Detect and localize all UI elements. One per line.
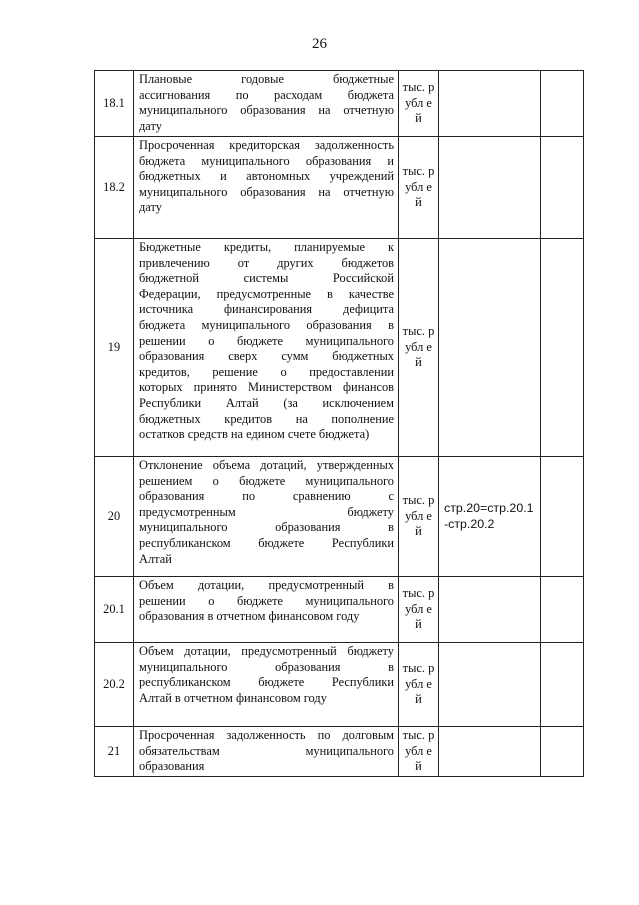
description-line: республиканском бюджете Республики <box>139 675 394 690</box>
row-number: 18.1 <box>95 71 134 137</box>
page-number: 26 <box>312 36 327 52</box>
row-value <box>541 643 584 727</box>
description-line: бюджетных и автономных учреждений <box>139 169 394 184</box>
description-line: муниципального образования в <box>139 520 394 535</box>
table-row <box>95 239 584 457</box>
description-line: бюджета муниципального образования и <box>139 153 394 168</box>
row-unit <box>399 71 439 137</box>
description-line: решении о бюджете муниципального <box>139 593 394 608</box>
row-number: 20.2 <box>95 643 134 727</box>
report-table <box>94 70 584 777</box>
table-row <box>95 577 584 643</box>
row-unit <box>399 727 439 777</box>
description-line: образования в отчетном финансовом году <box>139 609 360 624</box>
row-description <box>134 137 399 239</box>
row-formula <box>439 137 541 239</box>
description-line: образования <box>139 759 205 774</box>
description-line: дату <box>139 200 162 215</box>
unit-text: тыс. рубл ей <box>402 164 435 210</box>
row-value <box>541 577 584 643</box>
row-unit <box>399 577 439 643</box>
description-line: муниципального образования в <box>139 659 394 674</box>
unit-text: тыс. рубл ей <box>402 661 435 707</box>
description-line: Алтай <box>139 551 172 566</box>
row-value <box>541 71 584 137</box>
row-description <box>134 643 399 727</box>
description-line: муниципального образования на отчетную <box>139 103 394 118</box>
description-line: обязательствам муниципального <box>139 743 394 758</box>
unit-text: тыс. рубл ей <box>402 728 435 774</box>
row-formula: стр.20=стр.20.1 -стр.20.2 <box>439 457 541 577</box>
description-line: Бюджетные кредиты, планируемые к <box>139 240 394 254</box>
description-line: образования сверх сумм бюджетных <box>139 349 394 364</box>
row-formula <box>439 577 541 643</box>
description-line: предусмотренным бюджету <box>139 504 394 519</box>
row-description <box>134 727 399 777</box>
row-formula <box>439 643 541 727</box>
table-row <box>95 71 584 137</box>
description-line: Алтай в отчетном финансовом году <box>139 690 327 705</box>
description-line: бюджета муниципального образования в <box>139 317 394 332</box>
table-row <box>95 457 584 577</box>
row-unit <box>399 457 439 577</box>
row-unit <box>399 137 439 239</box>
description-line: остатков средств на едином счете бюджета) <box>139 427 370 442</box>
description-line: источника финансирования дефицита <box>139 302 394 317</box>
description-line: Республики Алтай (за исключением <box>139 395 394 410</box>
description-line: республиканском бюджете Республики <box>139 535 394 550</box>
description-line: бюджетной системы Российской <box>139 271 394 286</box>
description-line: Отклонение объема дотаций, утвержденных <box>139 458 394 472</box>
description-line: ассигнования по расходам бюджета <box>139 87 394 102</box>
row-formula <box>439 71 541 137</box>
row-description <box>134 577 399 643</box>
row-description <box>134 457 399 577</box>
description-line: Объем дотации, предусмотренный бюджету <box>139 644 394 658</box>
description-line: бюджетных кредитов на пополнение <box>139 411 394 426</box>
unit-text: тыс. рубл ей <box>402 324 435 370</box>
row-formula <box>439 727 541 777</box>
description-line: Объем дотации, предусмотренный в <box>139 578 394 592</box>
row-value <box>541 727 584 777</box>
description-line: муниципального образования на отчетную <box>139 184 394 199</box>
row-unit <box>399 643 439 727</box>
description-line: которых принято Министерством финансов <box>139 380 394 395</box>
unit-text: тыс. рубл ей <box>402 493 435 539</box>
description-line: решением о бюджете муниципального <box>139 473 394 488</box>
table-row <box>95 137 584 239</box>
row-unit <box>399 239 439 457</box>
description-line: Федерации, предусмотренные в качестве <box>139 286 394 301</box>
row-number: 20 <box>95 457 134 577</box>
table-row <box>95 727 584 777</box>
row-value <box>541 239 584 457</box>
row-number: 21 <box>95 727 134 777</box>
table-row <box>95 643 584 727</box>
row-value <box>541 457 584 577</box>
description-line: Плановые годовые бюджетные <box>139 72 394 86</box>
row-value <box>541 137 584 239</box>
unit-text: тыс. рубл ей <box>402 586 435 632</box>
description-line: Просроченная кредиторская задолженность <box>139 138 394 152</box>
description-line: образования по сравнению с <box>139 489 394 504</box>
row-description <box>134 239 399 457</box>
description-line: Просроченная задолженность по долговым <box>139 728 394 742</box>
row-number: 19 <box>95 239 134 457</box>
description-line: кредитов, решение о предоставлении <box>139 364 394 379</box>
row-number: 20.1 <box>95 577 134 643</box>
row-formula <box>439 239 541 457</box>
unit-text: тыс. рубл ей <box>402 80 435 126</box>
row-number: 18.2 <box>95 137 134 239</box>
row-description <box>134 71 399 137</box>
description-line: решении о бюджете муниципального <box>139 333 394 348</box>
description-line: дату <box>139 118 162 133</box>
description-line: привлечению от других бюджетов <box>139 255 394 270</box>
